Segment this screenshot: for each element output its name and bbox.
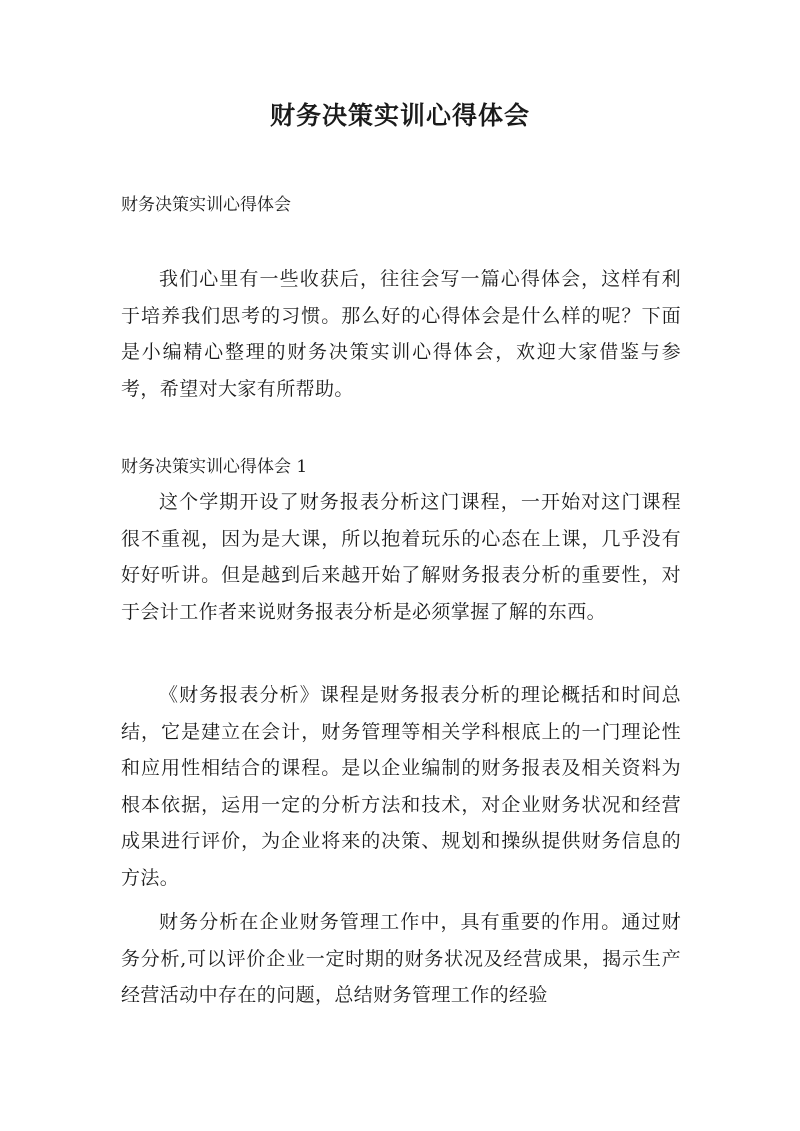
document-title: 财务决策实训心得体会 xyxy=(269,101,530,130)
document-subtitle: 财务决策实训心得体会 xyxy=(121,195,291,215)
body-paragraph-1: 这个学期开设了财务报表分析这门课程，一开始对这门课程很不重视，因为是大课，所以抱着玩乐的心态在上课，几乎没有好好听讲。但是越到后来越开始了解财务报表分析的重要性，对于会计工作者来说财务报表分析是必须掌握了解的东西。 xyxy=(121,491,681,623)
body-paragraph-2: 《财务报表分析》课程是财务报表分析的理论概括和时间总结，它是建立在会计，财务管理等相关学科根底上的一门理论性和应用性相结合的课程。是以企业编制的财务报表及相关资料为根本依据，运用一定的分析方法和技术，对企业财务状况和经营成果进行评价，为企业将来的决策、规划和操纵提供财务信息的方法。 xyxy=(121,684,681,889)
body-paragraph-3: 财务分析在企业财务管理工作中，具有重要的作用。通过财务分析,可以评价企业一定时期的财务状况及经营成果，揭示生产经营活动中存在的问题，总结财务管理工作的经验 xyxy=(121,911,681,1006)
section-heading: 财务决策实训心得体会 1 xyxy=(121,457,308,477)
intro-paragraph: 我们心里有一些收获后，往往会写一篇心得体会，这样有利于培养我们思考的习惯。那么好的心得体会是什么样的呢？下面是小编精心整理的财务决策实训心得体会，欢迎大家借鉴与参考，希望对大家有所帮助。 xyxy=(121,268,681,400)
